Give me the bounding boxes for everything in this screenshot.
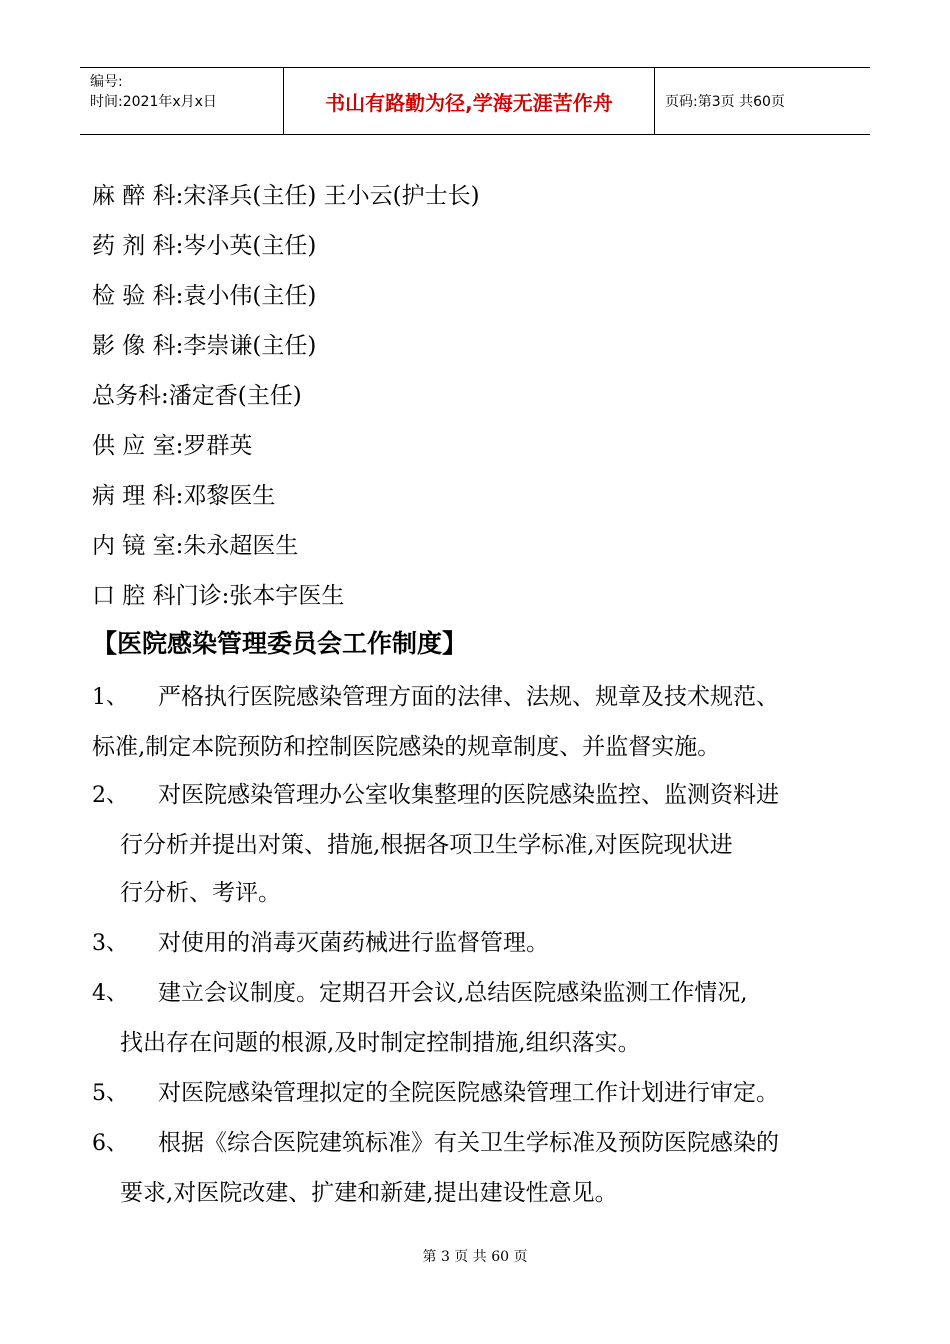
- header-page-info: 页码:第3页 共60页: [665, 94, 785, 110]
- item-number: 5、: [92, 1081, 128, 1106]
- staff-line: 内 镜 室:朱永超医生: [92, 533, 299, 559]
- item-text: 找出存在问题的根源,及时制定控制措施,组织落实。: [120, 1030, 641, 1056]
- item-text: 根据《综合医院建筑标准》有关卫生学标准及预防医院感染的: [158, 1130, 779, 1156]
- header-meta: [80, 68, 284, 134]
- item-text: 行分析、考评。: [120, 880, 281, 906]
- item-number: 3、: [92, 931, 128, 956]
- staff-line: 影 像 科:李崇谦(主任): [92, 333, 317, 359]
- staff-line: 口 腔 科门诊:张本宇医生: [92, 583, 345, 609]
- page-footer: 第 3 页 共 60 页: [422, 1249, 528, 1265]
- item-text: 严格执行医院感染管理方面的法律、法规、规章及技术规范、: [158, 684, 779, 710]
- staff-line: 药 剂 科:岑小英(主任): [92, 233, 317, 259]
- item-number: 2、: [92, 783, 128, 808]
- item-text: 对医院感染管理拟定的全院医院感染管理工作计划进行审定。: [158, 1080, 779, 1106]
- page-header: [80, 67, 870, 135]
- item-number: 4、: [92, 981, 128, 1006]
- item-number: 6、: [92, 1131, 128, 1156]
- section-title: 【医院感染管理委员会工作制度】: [92, 629, 468, 658]
- item-text: 对使用的消毒灭菌药械进行监督管理。: [158, 930, 549, 956]
- document-date: 时间:2021年x月x日: [90, 94, 217, 110]
- staff-line: 供 应 室:罗群英: [92, 433, 253, 459]
- staff-line: 总务科:潘定香(主任): [92, 383, 302, 409]
- item-text: 要求,对医院改建、扩建和新建,提出建设性意见。: [120, 1180, 618, 1206]
- item-text: 行分析并提出对策、措施,根据各项卫生学标准,对医院现状进: [120, 832, 733, 858]
- header-motto: 书山有路勤为径,学海无涯苦作舟: [284, 68, 655, 134]
- staff-line: 病 理 科:邓黎医生: [92, 483, 276, 509]
- item-text: 标准,制定本院预防和控制医院感染的规章制度、并监督实施。: [92, 734, 721, 760]
- staff-line: 检 验 科:袁小伟(主任): [92, 283, 317, 309]
- staff-line: 麻 醉 科:宋泽兵(主任) 王小云(护士长): [92, 183, 480, 209]
- item-text: 建立会议制度。定期召开会议,总结医院感染监测工作情况,: [158, 980, 748, 1006]
- item-text: 对医院感染管理办公室收集整理的医院感染监控、监测资料进: [158, 782, 779, 808]
- document-number-label: 编号:: [90, 74, 123, 90]
- item-number: 1、: [92, 685, 128, 710]
